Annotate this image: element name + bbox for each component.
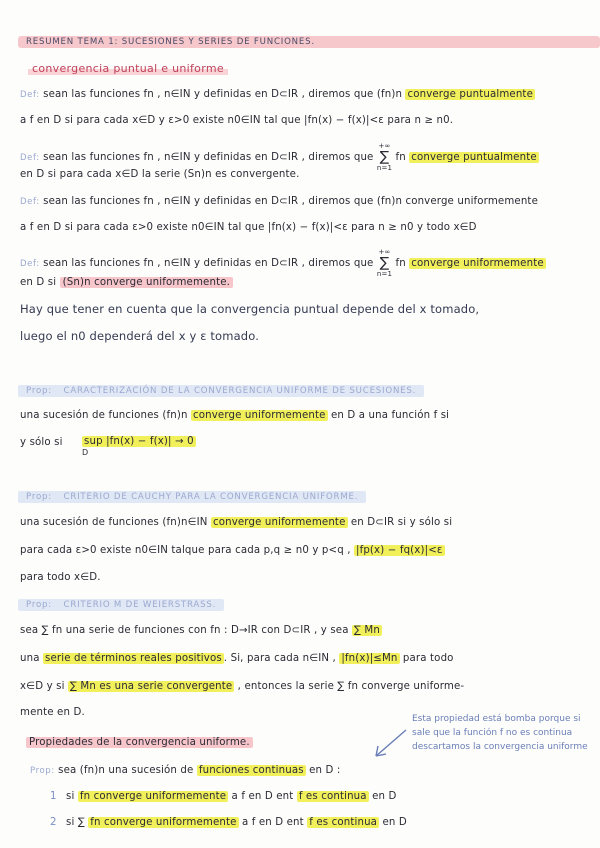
def-tag: Def:: [20, 153, 40, 163]
def-2-text-cont: en D si para cada x∈D la serie (Sn)n es convergente.: [20, 169, 300, 180]
note-line-2: luego el n0 dependerá del x y ε tomado.: [20, 329, 260, 343]
prop-2-line-2: para cada ε>0 existe n0∈IN talque para cada p,q ≥ n0 y p<q , |fp(x) − fq(x)|<ε: [20, 545, 443, 556]
prop-3-line-4: mente en D.: [20, 707, 85, 718]
prop-4-item-1: 1 si fn converge uniformemente a f en D ent f es continua en D: [50, 791, 397, 802]
def-tag: Def:: [20, 259, 40, 269]
def-4-line-2: [20, 276, 588, 290]
def-1-line-1: [20, 88, 588, 102]
page-title: RESUMEN TEMA 1: SUCESIONES Y SERIES DE FUNCIONES.: [18, 36, 600, 48]
prop-4-item-2: 2 si ∑ fn converge uniformemente a f en D ent f es continua en D: [50, 817, 407, 828]
prop-3-heading: Prop: CRITERIO M DE WEIERSTRASS.: [18, 600, 224, 610]
prop-1-sup-formula: sup |fn(x) − f(x)| → 0: [84, 436, 194, 447]
prop-1-line-1: una sucesión de funciones (fn)n converge uniformemente en D a una función f si: [20, 410, 450, 421]
def-3-text-cont: a f en D si para cada ε>0 existe n0∈IN tal que |fn(x) − f(x)|<ε para n ≥ n0 y todo x∈D: [20, 222, 477, 233]
note-line-1: Hay que tener en cuenta que la convergencia puntual depende del x tomado,: [20, 302, 480, 316]
margin-note: Esta propiedad está bomba porque si sale que la función f no es continua descartamos la convergencia uniforme: [412, 714, 588, 752]
def-1-highlight: converge puntualmente: [407, 89, 533, 100]
prop-2-line-1: una sucesión de funciones (fn)n∈IN converge uniformemente en D⊂IR si y sólo si: [20, 517, 453, 528]
prop-1-line-2: y sólo si sup |fn(x) − f(x)| → 0 D: [20, 436, 194, 457]
prop-2-cauchy-highlight: |fp(x) − fq(x)|<ε: [356, 545, 443, 556]
def-4-text: sean las funciones fn , n∈IN y definidas en D⊂IR , diremos que: [43, 258, 374, 269]
prop-3-line-1: sea ∑ fn una serie de funciones con fn : D→IR con D⊂IR , y sea ∑ Mn: [20, 625, 380, 636]
def-1-text: sean las funciones fn , n∈IN y definidas en D⊂IR , diremos que (fn)n: [43, 89, 403, 100]
prop-3-mn-highlight: ∑ Mn: [354, 625, 380, 636]
def-4-text-cont: en D si: [20, 277, 57, 288]
prop-4-highlight: funciones continuas: [198, 765, 304, 776]
def-3-line-1: [20, 195, 588, 209]
def-2-line-1: Def: sean las funciones fn , n∈IN y definidas en D⊂IR , diremos que +∞ ∑ n=1 fn converge puntualmente: [20, 142, 537, 172]
prop-2-heading: Prop: CRITERIO DE CAUCHY PARA LA CONVERGENCIA UNIFORME.: [18, 492, 366, 502]
prop-3-convergent: ∑ Mn es una serie convergente: [69, 681, 233, 692]
section-heading-properties: Propiedades de la convergencia uniforme.: [26, 736, 253, 750]
def-1-text-cont: a f en D si para cada x∈D y ε>0 existe n0∈IN tal que |fn(x) − f(x)|<ε para n ≥ n0.: [20, 115, 454, 126]
def-1-line-2: [20, 114, 588, 128]
def-4-highlight: converge uniformemente: [411, 258, 544, 269]
def-4-line-1: Def: sean las funciones fn , n∈IN y definidas en D⊂IR , diremos que +∞ ∑ n=1 fn converge uniformemente: [20, 248, 544, 278]
prop-3-line-3: x∈D y si ∑ Mn es una serie convergente , entonces la serie ∑ fn converge uniforme-: [20, 681, 465, 692]
def-tag: Def:: [20, 90, 40, 100]
prop-2-line-3: para todo x∈D.: [20, 572, 101, 583]
def-tag: Def:: [20, 197, 40, 207]
prop-3-bound: |fn(x)|≤Mn: [341, 653, 398, 664]
prop-4-line-1: Prop: sea (fn)n una sucesión de funciones continuas en D :: [30, 765, 341, 776]
def-3-text: sean las funciones fn , n∈IN y definidas en D⊂IR , diremos que (fn)n converge uniformemente: [43, 196, 538, 207]
section-heading-convergence: convergencia puntual e uniforme: [28, 62, 228, 75]
arrow-icon: [370, 728, 410, 762]
series-sigma: +∞ ∑ n=1: [376, 142, 393, 172]
prop-1-heading: Prop: CARACTERIZACIÓN DE LA CONVERGENCIA UNIFORME DE SUCESIONES.: [18, 386, 424, 396]
def-3-line-2: [20, 221, 588, 235]
prop-1-highlight: converge uniformemente: [193, 410, 326, 421]
prop-3-positive-terms: serie de términos reales positivos: [45, 653, 222, 664]
def-4-pink: (Sn)n converge uniformemente.: [60, 277, 233, 288]
prop-3-line-2: una serie de términos reales positivos . Si, para cada n∈IN , |fn(x)|≤Mn para todo: [20, 653, 454, 664]
def-2-line-2: [20, 168, 588, 182]
def-2-text: sean las funciones fn , n∈IN y definidas en D⊂IR , diremos que: [43, 152, 374, 163]
series-sigma: +∞ ∑ n=1: [376, 248, 393, 278]
def-2-highlight: converge puntualmente: [411, 152, 537, 163]
prop-2-highlight: converge uniformemente: [212, 517, 346, 528]
